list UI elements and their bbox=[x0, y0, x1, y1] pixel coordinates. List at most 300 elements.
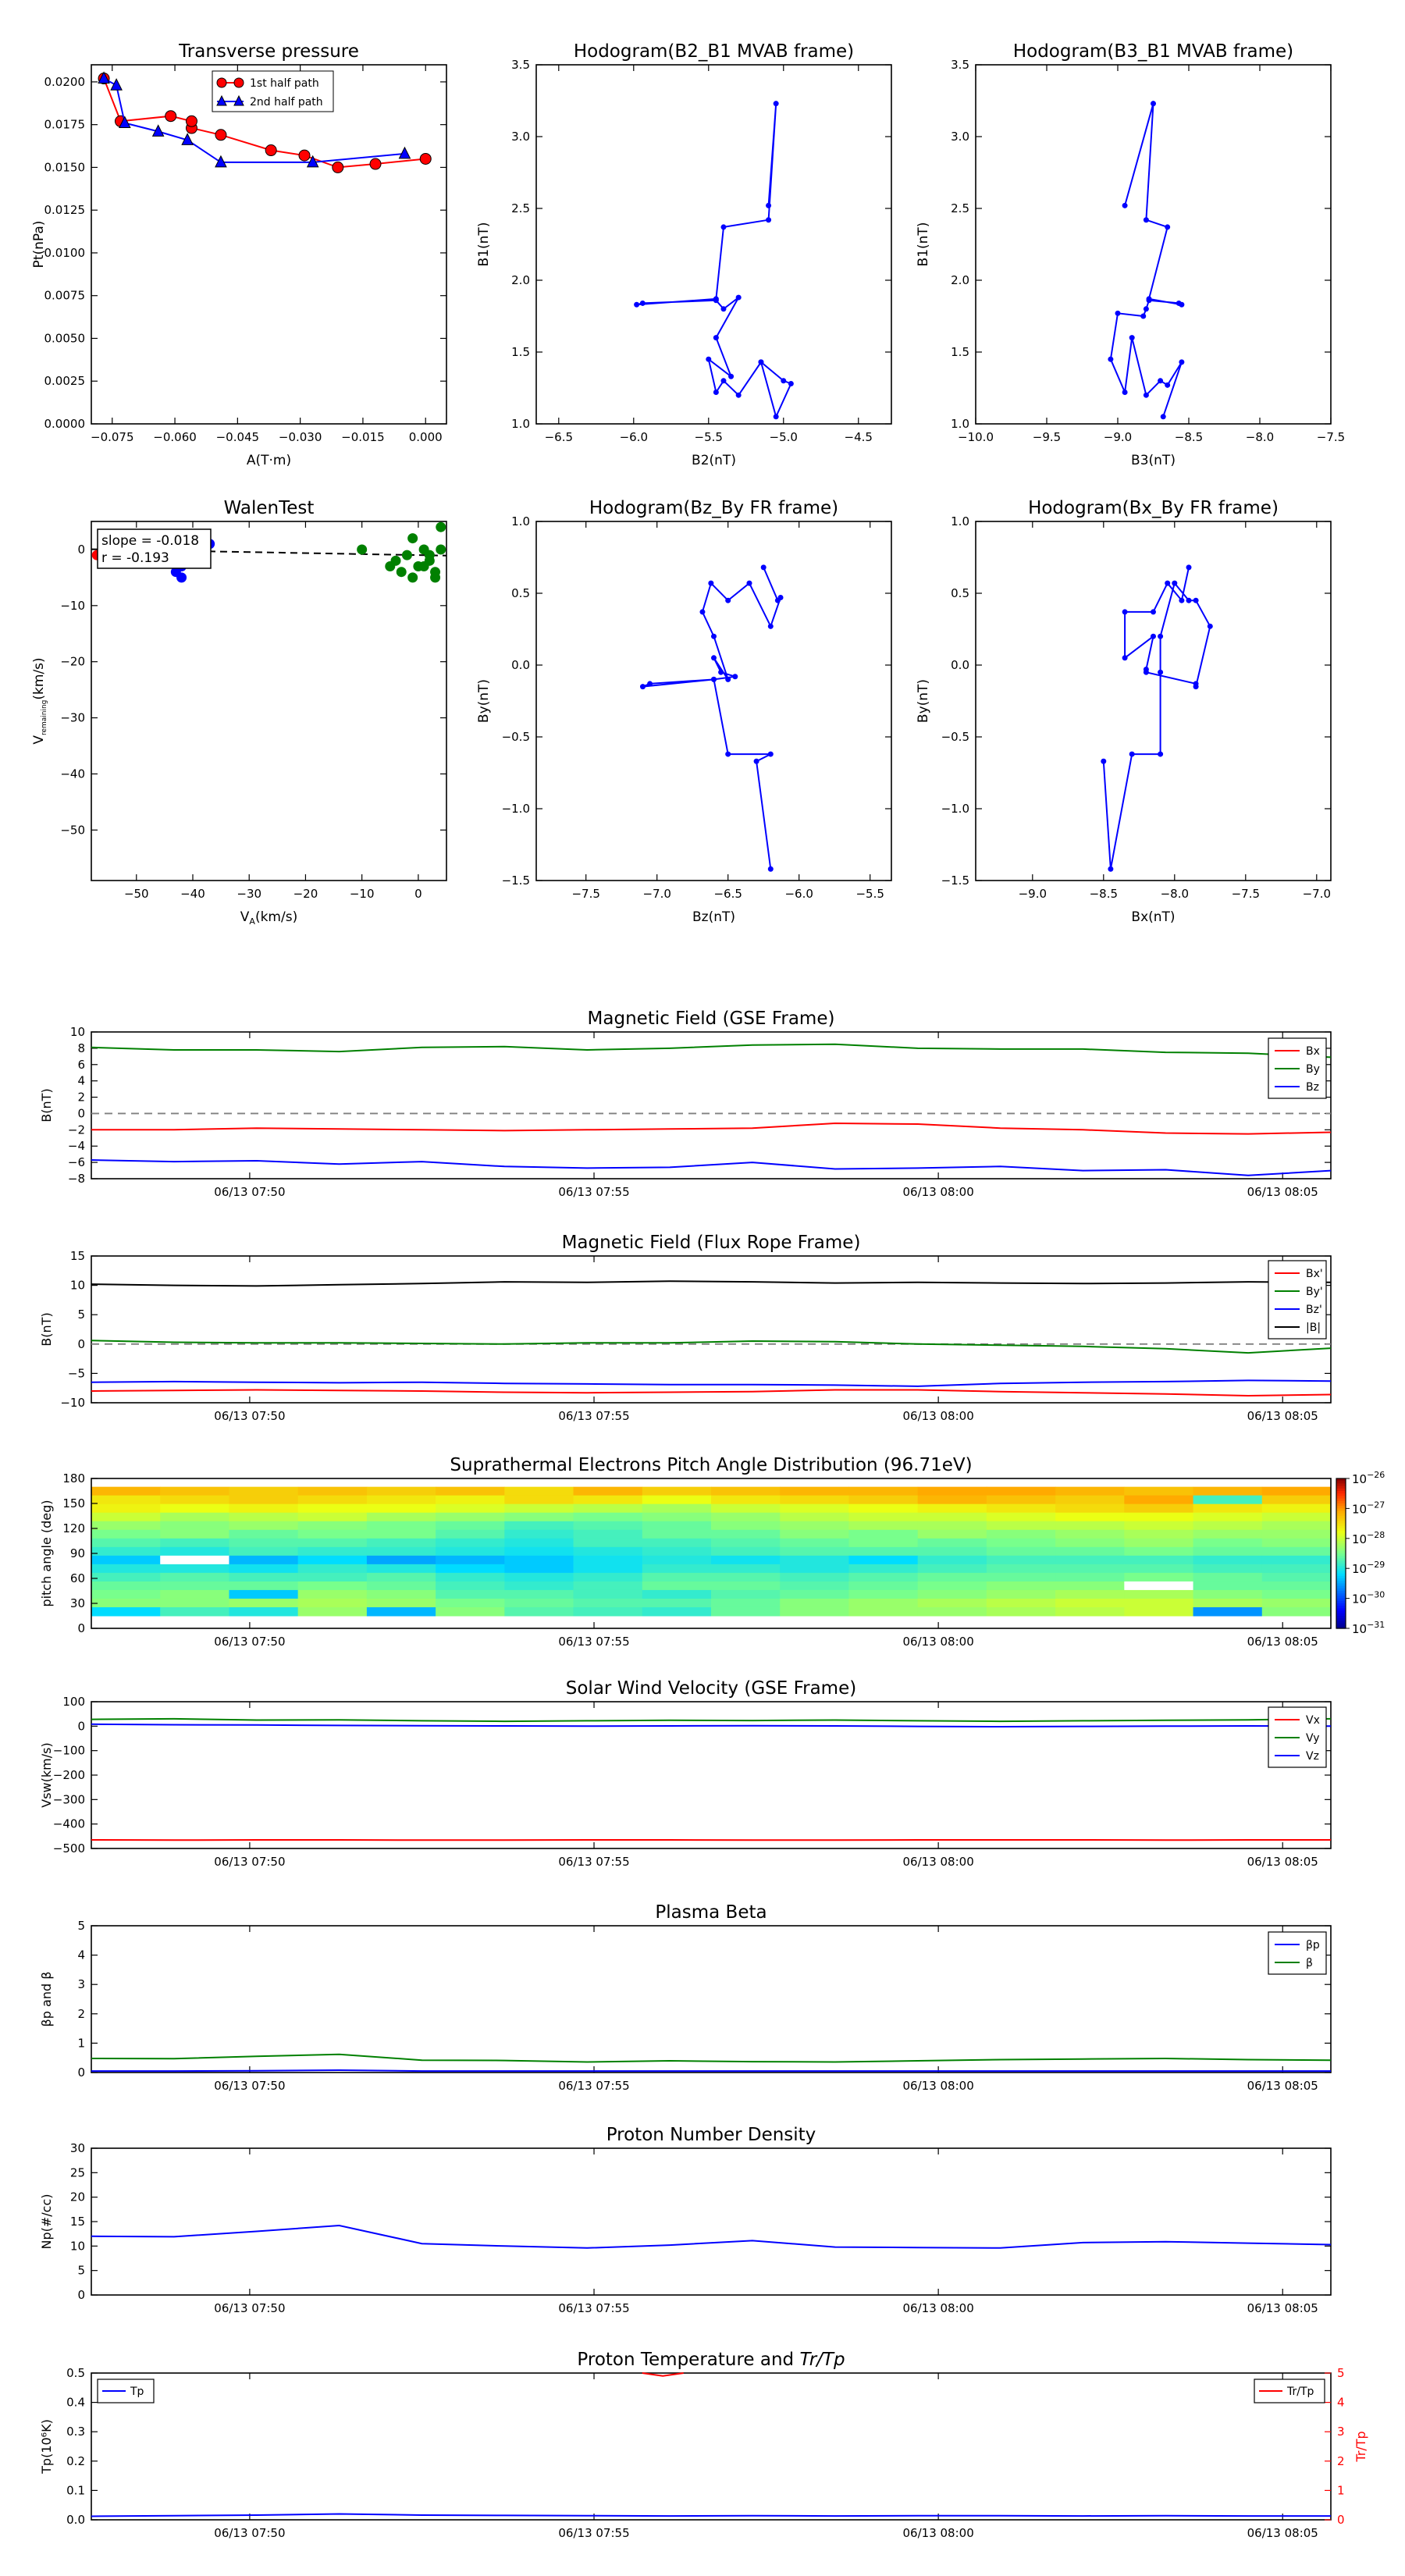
heatmap-cell bbox=[918, 1564, 987, 1574]
heatmap-cell bbox=[160, 1521, 229, 1531]
heatmap-cell bbox=[160, 1487, 229, 1496]
x-tick-label: −5.5 bbox=[855, 887, 884, 901]
x-tick-label: 06/13 07:55 bbox=[558, 1635, 630, 1649]
heatmap-cell bbox=[780, 1530, 849, 1539]
plot-frame bbox=[91, 1926, 1331, 2073]
legend bbox=[1268, 1707, 1326, 1767]
data-point bbox=[111, 79, 122, 90]
y-tick-label: 0 bbox=[77, 2065, 85, 2080]
data-point bbox=[778, 595, 784, 600]
y-tick-label: 0.0050 bbox=[44, 331, 85, 346]
heatmap-cell bbox=[848, 1599, 918, 1608]
heatmap-cell bbox=[918, 1539, 987, 1548]
heatmap-cell bbox=[987, 1513, 1056, 1522]
heatmap-cell bbox=[848, 1496, 918, 1505]
data-point bbox=[766, 217, 771, 222]
tp-chart bbox=[31, 41, 446, 468]
heatmap-cell bbox=[91, 1539, 161, 1548]
heatmap-cell bbox=[1193, 1539, 1263, 1548]
data-point bbox=[1165, 581, 1170, 586]
heatmap-cell bbox=[1124, 1599, 1193, 1608]
hodogram-path bbox=[1104, 568, 1211, 869]
heatmap-cell bbox=[91, 1504, 161, 1514]
colorbar-label: $10^{-30}$ bbox=[1352, 1589, 1385, 1606]
data-point bbox=[718, 670, 724, 675]
mag-gse-chart bbox=[39, 1009, 1331, 1199]
heatmap-cell bbox=[1193, 1521, 1263, 1531]
data-point bbox=[747, 581, 752, 586]
data-point bbox=[699, 609, 705, 614]
plot-frame bbox=[91, 2373, 1331, 2520]
data-point bbox=[761, 564, 767, 570]
y-tick-label: 25 bbox=[69, 2165, 85, 2180]
heatmap-cell bbox=[642, 1590, 712, 1599]
y-tick-label: 20 bbox=[69, 2190, 85, 2204]
y-tick-label: 0.0 bbox=[511, 658, 530, 672]
legend-label: 2nd half path bbox=[250, 96, 323, 109]
heatmap-cell bbox=[91, 1513, 161, 1522]
heatmap-cell bbox=[91, 1547, 161, 1557]
data-point bbox=[333, 162, 343, 173]
x-tick-label: −8.5 bbox=[1089, 887, 1119, 901]
heatmap-cell bbox=[298, 1521, 368, 1531]
data-point bbox=[725, 598, 731, 603]
heatmap-cell bbox=[848, 1530, 918, 1539]
y2-tick-label: 3 bbox=[1337, 2425, 1345, 2439]
data-point bbox=[357, 544, 367, 554]
heatmap-cell bbox=[1262, 1504, 1332, 1514]
series-line-By' bbox=[91, 1340, 1331, 1353]
data-point bbox=[640, 684, 646, 689]
heatmap-cell bbox=[91, 1496, 161, 1505]
heatmap-cell bbox=[298, 1513, 368, 1522]
legend-left bbox=[98, 2379, 154, 2403]
chart-title: Magnetic Field (GSE Frame) bbox=[587, 1009, 835, 1029]
heatmap-cell bbox=[642, 1599, 712, 1608]
legend-label: Bx bbox=[1306, 1045, 1320, 1058]
heatmap-cell bbox=[160, 1582, 229, 1591]
heatmap-cell bbox=[504, 1530, 574, 1539]
y-tick-label: 0.0025 bbox=[44, 374, 85, 389]
heatmap-cell bbox=[1124, 1564, 1193, 1574]
hodo-bxby-chart bbox=[916, 498, 1331, 925]
heatmap-cell bbox=[987, 1590, 1056, 1599]
y-axis-label: Vsw(km/s) bbox=[39, 1742, 54, 1808]
legend-label: |B| bbox=[1306, 1322, 1321, 1334]
data-point bbox=[774, 101, 779, 106]
x-tick-label: −5.5 bbox=[694, 430, 723, 444]
x-tick-label: −6.5 bbox=[713, 887, 742, 901]
data-point bbox=[1186, 598, 1192, 603]
x-tick-label: 06/13 07:55 bbox=[558, 1409, 630, 1423]
heatmap-cell bbox=[1055, 1547, 1125, 1557]
data-point bbox=[1208, 624, 1213, 629]
y-tick-label: −0.5 bbox=[941, 730, 969, 744]
heatmap-cell bbox=[918, 1496, 987, 1505]
data-point bbox=[1147, 297, 1152, 303]
heatmap-cell bbox=[780, 1582, 849, 1591]
heatmap-cell bbox=[574, 1487, 643, 1496]
x-tick-label: −8.0 bbox=[1245, 430, 1275, 444]
chart-title: Hodogram(Bx_By FR frame) bbox=[1028, 498, 1279, 518]
heatmap-cell bbox=[848, 1539, 918, 1548]
heatmap-cell bbox=[987, 1496, 1056, 1505]
heatmap-cell bbox=[780, 1504, 849, 1514]
x-tick-label: 06/13 08:05 bbox=[1247, 1855, 1318, 1869]
heatmap-cell bbox=[574, 1496, 643, 1505]
legend-label: βp bbox=[1306, 1939, 1320, 1952]
x-tick-label: −9.0 bbox=[1103, 430, 1133, 444]
heatmap-cell bbox=[504, 1539, 574, 1548]
hodo-bzby-chart bbox=[476, 498, 891, 925]
y-tick-label: 1.0 bbox=[511, 417, 530, 431]
heatmap-cell bbox=[987, 1521, 1056, 1531]
heatmap-cell bbox=[367, 1487, 436, 1496]
legend bbox=[212, 71, 333, 112]
y2-tick-label: 5 bbox=[1337, 2366, 1345, 2380]
series-line-Tp bbox=[91, 2514, 1331, 2517]
y-tick-label: −300 bbox=[52, 1792, 85, 1807]
y-axis-label: By(nT) bbox=[476, 678, 492, 724]
heatmap-cell bbox=[436, 1556, 505, 1565]
heatmap-cell bbox=[711, 1504, 781, 1514]
data-point bbox=[728, 374, 734, 379]
heatmap-cell bbox=[1193, 1607, 1263, 1617]
data-point bbox=[265, 145, 276, 156]
heatmap-cell bbox=[918, 1573, 987, 1582]
data-point bbox=[420, 153, 431, 164]
heatmap-cell bbox=[711, 1547, 781, 1557]
y-tick-label: 5 bbox=[77, 1919, 85, 1933]
y-tick-label: 30 bbox=[69, 1596, 85, 1610]
heatmap-cell bbox=[711, 1556, 781, 1565]
data-point bbox=[407, 533, 418, 543]
y-tick-label: 0.2 bbox=[66, 2453, 85, 2468]
y-axis-label: βp and β bbox=[39, 1971, 54, 2027]
heatmap-cell bbox=[91, 1487, 161, 1496]
heatmap-cell bbox=[1262, 1530, 1332, 1539]
heatmap-cell bbox=[229, 1530, 298, 1539]
heatmap-cell bbox=[91, 1607, 161, 1617]
x-tick-label: 06/13 08:00 bbox=[902, 1855, 974, 1869]
heatmap-cell bbox=[160, 1496, 229, 1505]
y-axis-label: Pt(nPa) bbox=[31, 220, 47, 269]
data-point bbox=[407, 572, 418, 582]
heatmap-cell bbox=[642, 1496, 712, 1505]
hodogram-path bbox=[1111, 104, 1182, 417]
heatmap-cell bbox=[987, 1487, 1056, 1496]
series-line-β bbox=[91, 2055, 1331, 2062]
data-point bbox=[1161, 414, 1166, 419]
colorbar-label: $10^{-29}$ bbox=[1352, 1560, 1385, 1577]
heatmap-cell bbox=[1055, 1599, 1125, 1608]
data-point bbox=[720, 224, 726, 229]
chart-title: Suprathermal Electrons Pitch Angle Distribution (96.71eV) bbox=[450, 1455, 973, 1475]
heatmap-cell bbox=[848, 1521, 918, 1531]
data-point bbox=[758, 359, 763, 365]
heatmap-cell bbox=[918, 1607, 987, 1617]
x-tick-label: −9.5 bbox=[1032, 430, 1062, 444]
heatmap-cell bbox=[780, 1521, 849, 1531]
heatmap-cell bbox=[848, 1590, 918, 1599]
heatmap-cell bbox=[367, 1496, 436, 1505]
heatmap-cell bbox=[91, 1530, 161, 1539]
heatmap-cell bbox=[642, 1521, 712, 1531]
data-point bbox=[1101, 759, 1106, 764]
heatmap-cell bbox=[642, 1547, 712, 1557]
x-axis-label: Bx(nT) bbox=[1131, 909, 1176, 925]
heatmap-cell bbox=[229, 1564, 298, 1574]
heatmap-cell bbox=[1262, 1607, 1332, 1617]
heatmap-cell bbox=[160, 1504, 229, 1514]
data-point bbox=[711, 677, 717, 682]
y-tick-label: 150 bbox=[62, 1496, 85, 1510]
y2-tick-label: 1 bbox=[1337, 2483, 1345, 2498]
x-tick-label: −20 bbox=[293, 887, 318, 901]
y-tick-label: 1.5 bbox=[511, 345, 530, 359]
y-axis-label: B1(nT) bbox=[916, 222, 931, 267]
y-tick-label: −6 bbox=[67, 1155, 85, 1170]
data-point bbox=[1122, 609, 1128, 614]
hodo-b2b1-chart bbox=[476, 41, 891, 468]
data-point bbox=[176, 572, 187, 582]
heatmap-cell bbox=[436, 1521, 505, 1531]
data-point bbox=[781, 378, 786, 383]
x-tick-label: −5.0 bbox=[769, 430, 798, 444]
data-point bbox=[1151, 609, 1156, 614]
series-line-βp bbox=[91, 2070, 1331, 2071]
y-tick-label: 3.0 bbox=[951, 130, 969, 144]
series-line-|B| bbox=[91, 1281, 1331, 1286]
heatmap-cell bbox=[298, 1504, 368, 1514]
density-chart bbox=[39, 2125, 1331, 2315]
data-point bbox=[634, 302, 639, 308]
heatmap-cell bbox=[91, 1590, 161, 1599]
heatmap-cell bbox=[780, 1496, 849, 1505]
heatmap-cell bbox=[1124, 1556, 1193, 1565]
heatmap-cell bbox=[918, 1556, 987, 1565]
y-tick-label: −5 bbox=[67, 1366, 85, 1381]
data-point bbox=[1122, 655, 1128, 660]
legend-marker bbox=[234, 78, 244, 87]
annotation-slope: slope = -0.018 bbox=[101, 533, 200, 549]
data-point bbox=[1186, 564, 1192, 570]
data-point bbox=[1129, 335, 1135, 340]
plot-frame bbox=[91, 521, 446, 881]
heatmap-cell bbox=[436, 1590, 505, 1599]
heatmap-cell bbox=[848, 1513, 918, 1522]
heatmap-cell bbox=[1262, 1564, 1332, 1574]
data-point bbox=[1144, 670, 1149, 675]
heatmap-cell bbox=[504, 1487, 574, 1496]
heatmap-cell bbox=[298, 1530, 368, 1539]
data-point bbox=[215, 130, 226, 141]
heatmap-cell bbox=[1262, 1521, 1332, 1531]
x-tick-label: −50 bbox=[123, 887, 149, 901]
y-tick-label: 0.0125 bbox=[44, 203, 85, 218]
data-point bbox=[768, 752, 774, 757]
heatmap-cell bbox=[160, 1599, 229, 1608]
y-tick-label: 15 bbox=[69, 1249, 85, 1263]
heatmap-cell bbox=[574, 1504, 643, 1514]
heatmap-cell bbox=[711, 1487, 781, 1496]
data-point bbox=[1179, 359, 1184, 365]
heatmap-cell bbox=[298, 1590, 368, 1599]
beta-chart bbox=[39, 1902, 1331, 2093]
y-tick-label: 0.5 bbox=[511, 586, 530, 600]
y-tick-label: 4 bbox=[77, 1948, 85, 1962]
x-axis-label: B3(nT) bbox=[1131, 453, 1176, 468]
data-point bbox=[299, 150, 310, 161]
heatmap-cell bbox=[918, 1599, 987, 1608]
data-point bbox=[774, 414, 779, 419]
heatmap-cell bbox=[1124, 1521, 1193, 1531]
heatmap-cell bbox=[848, 1487, 918, 1496]
heatmap-cell bbox=[780, 1556, 849, 1565]
heatmap-cell bbox=[918, 1547, 987, 1557]
heatmap-cell bbox=[780, 1564, 849, 1574]
x-tick-label: 06/13 08:00 bbox=[902, 2526, 974, 2540]
heatmap-cell bbox=[1055, 1573, 1125, 1582]
annotation-r: r = -0.193 bbox=[101, 550, 169, 566]
y-tick-label: 0 bbox=[77, 1621, 85, 1635]
y-tick-label: 0.5 bbox=[66, 2366, 85, 2380]
heatmap-cell bbox=[229, 1607, 298, 1617]
plot-frame bbox=[91, 2148, 1331, 2295]
heatmap-cell bbox=[918, 1590, 987, 1599]
heatmap-cell bbox=[367, 1573, 436, 1582]
heatmap-cell bbox=[160, 1590, 229, 1599]
legend-label: Bz' bbox=[1306, 1304, 1322, 1316]
data-point bbox=[736, 393, 742, 398]
x-axis-label: Bz(nT) bbox=[692, 909, 736, 925]
heatmap-cell bbox=[1262, 1556, 1332, 1565]
y2-tick-label: 0 bbox=[1337, 2513, 1345, 2527]
chart-title: Magnetic Field (Flux Rope Frame) bbox=[561, 1233, 861, 1253]
chart-title: Proton Temperature and Tr/Tp bbox=[577, 2350, 845, 2370]
heatmap-cell bbox=[160, 1539, 229, 1548]
y-tick-label: −400 bbox=[52, 1816, 85, 1831]
heatmap-cell bbox=[1262, 1582, 1332, 1591]
x-tick-label: −8.5 bbox=[1174, 430, 1204, 444]
heatmap-cell bbox=[91, 1599, 161, 1608]
heatmap-cell bbox=[848, 1582, 918, 1591]
x-tick-label: −9.0 bbox=[1018, 887, 1048, 901]
y-tick-label: 0.0200 bbox=[44, 74, 85, 89]
data-point bbox=[391, 556, 401, 566]
y-axis-label: B(nT) bbox=[39, 1088, 54, 1123]
heatmap-cell bbox=[987, 1539, 1056, 1548]
y-tick-label: 10 bbox=[69, 2239, 85, 2254]
heatmap-cell bbox=[848, 1607, 918, 1617]
y-tick-label: 4 bbox=[77, 1073, 85, 1088]
y2-axis-label: Tr/Tp bbox=[1353, 2431, 1368, 2462]
y-tick-label: −0.5 bbox=[501, 730, 530, 744]
legend-label: Vx bbox=[1306, 1714, 1320, 1727]
y-tick-label: 1.0 bbox=[951, 514, 969, 528]
data-point bbox=[165, 111, 176, 122]
heatmap-cell bbox=[160, 1556, 229, 1565]
x-tick-label: −30 bbox=[237, 887, 262, 901]
legend-label: Tp bbox=[130, 2386, 144, 2398]
chart-title: Proton Number Density bbox=[606, 2125, 816, 2145]
heatmap-cell bbox=[367, 1504, 436, 1514]
heatmap-cell bbox=[1124, 1607, 1193, 1617]
data-point bbox=[1158, 670, 1163, 675]
legend-label: Bx' bbox=[1306, 1268, 1323, 1280]
y-tick-label: 1.0 bbox=[511, 514, 530, 528]
x-tick-label: 06/13 07:50 bbox=[214, 1409, 286, 1423]
y-tick-label: 10 bbox=[69, 1025, 85, 1039]
x-tick-label: 06/13 08:00 bbox=[902, 1635, 974, 1649]
y-tick-label: 2 bbox=[77, 1090, 85, 1105]
heatmap-cell bbox=[229, 1513, 298, 1522]
heatmap-cell bbox=[848, 1564, 918, 1574]
heatmap-cell bbox=[574, 1556, 643, 1565]
chart-title: Plasma Beta bbox=[655, 1902, 767, 1923]
heatmap-cell bbox=[91, 1521, 161, 1531]
data-point bbox=[1193, 598, 1199, 603]
heatmap-cell bbox=[1193, 1590, 1263, 1599]
y-tick-label: 30 bbox=[69, 2141, 85, 2155]
x-tick-label: 0 bbox=[414, 887, 422, 901]
x-tick-label: 06/13 07:50 bbox=[214, 2079, 286, 2093]
hodogram-path bbox=[637, 104, 791, 417]
colorbar-label: $10^{-28}$ bbox=[1352, 1529, 1385, 1546]
heatmap-cell bbox=[1055, 1607, 1125, 1617]
heatmap-cell bbox=[1193, 1599, 1263, 1608]
series-line-Np bbox=[91, 2226, 1331, 2248]
y-tick-label: −8 bbox=[67, 1172, 85, 1186]
heatmap-cell bbox=[711, 1599, 781, 1608]
y-tick-label: 3.0 bbox=[511, 130, 530, 144]
heatmap-cell bbox=[1262, 1539, 1332, 1548]
y-tick-label: 6 bbox=[77, 1057, 85, 1072]
heatmap-cell bbox=[1055, 1487, 1125, 1496]
heatmap-cell bbox=[780, 1513, 849, 1522]
heatmap-cell bbox=[848, 1573, 918, 1582]
data-point bbox=[1158, 378, 1163, 383]
data-point bbox=[1108, 357, 1113, 362]
y-tick-label: 0.1 bbox=[66, 2483, 85, 2498]
heatmap-cell bbox=[1055, 1539, 1125, 1548]
data-point bbox=[768, 624, 774, 629]
y-tick-label: 0.5 bbox=[951, 586, 969, 600]
colorbar-label: $10^{-31}$ bbox=[1352, 1620, 1385, 1636]
x-tick-label: −0.030 bbox=[278, 430, 322, 444]
heatmap-cell bbox=[1055, 1513, 1125, 1522]
y-tick-label: 0.3 bbox=[66, 2425, 85, 2439]
data-point bbox=[436, 544, 446, 554]
data-point bbox=[1144, 306, 1149, 311]
heatmap-cell bbox=[1193, 1513, 1263, 1522]
x-tick-label: 06/13 08:05 bbox=[1247, 2526, 1318, 2540]
y-tick-label: 100 bbox=[62, 1695, 85, 1709]
y-tick-label: 60 bbox=[69, 1571, 85, 1585]
y-tick-label: 0.4 bbox=[66, 2395, 85, 2410]
heatmap-cell bbox=[298, 1582, 368, 1591]
y-tick-label: 0 bbox=[77, 1719, 85, 1734]
data-point bbox=[425, 550, 435, 560]
y-tick-label: −1.5 bbox=[941, 873, 969, 888]
y-tick-label: 5 bbox=[77, 2263, 85, 2278]
heatmap-cell bbox=[780, 1573, 849, 1582]
chart-title: WalenTest bbox=[223, 498, 315, 518]
y-tick-label: 2.0 bbox=[951, 273, 969, 287]
y-axis-label: B1(nT) bbox=[476, 222, 492, 267]
y-tick-label: 180 bbox=[62, 1471, 85, 1485]
heatmap-cell bbox=[367, 1547, 436, 1557]
